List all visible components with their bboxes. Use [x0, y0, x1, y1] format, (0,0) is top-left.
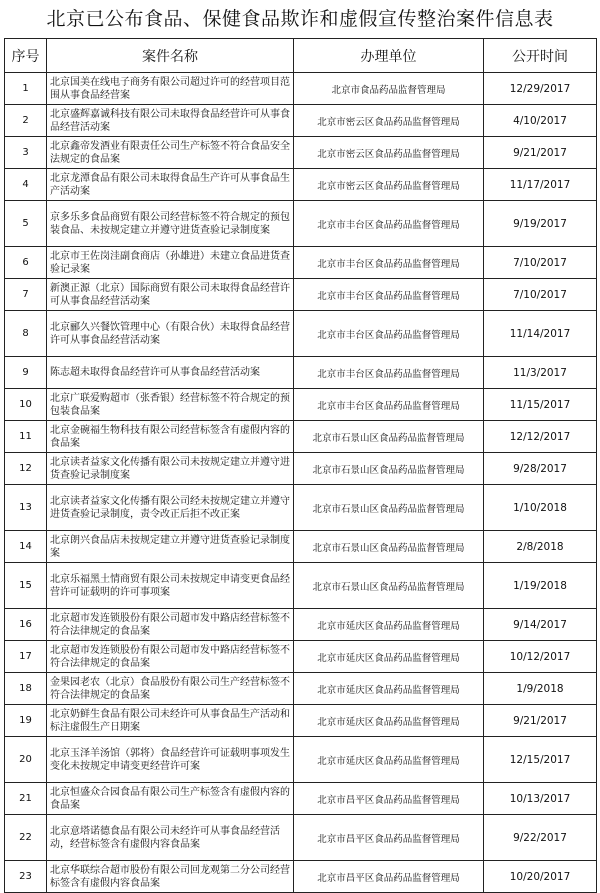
cell-date: 12/15/2017	[484, 737, 597, 783]
cell-serial: 19	[5, 705, 47, 737]
cell-agency: 北京市丰台区食品药品监督管理局	[294, 247, 484, 279]
cell-serial: 6	[5, 247, 47, 279]
cell-agency: 北京市密云区食品药品监督管理局	[294, 105, 484, 137]
table-row	[5, 137, 597, 169]
table-row	[5, 737, 597, 783]
table-row	[5, 563, 597, 609]
header-date: 公开时间	[484, 39, 597, 73]
cell-agency: 北京市延庆区食品药品监督管理局	[294, 673, 484, 705]
cell-date: 9/28/2017	[484, 453, 597, 485]
cell-case-name: 北京玉泽羊汤馆（郭将）食品经营许可证载明事项发生变化未按规定申请变更经营许可案	[47, 737, 294, 783]
cell-date: 12/29/2017	[484, 73, 597, 105]
cell-agency: 北京市昌平区食品药品监督管理局	[294, 783, 484, 815]
cell-date: 9/21/2017	[484, 705, 597, 737]
table-row	[5, 311, 597, 357]
cell-serial: 5	[5, 201, 47, 247]
cell-case-name: 京多乐多食品商贸有限公司经营标签不符合规定的预包装食品、未按规定建立并遵守进货查验记录制度案	[47, 201, 294, 247]
table-row	[5, 247, 597, 279]
cell-case-name: 北京意塔诺德食品有限公司未经许可从事食品经营活动，经营标签含有虚假内容食品案	[47, 815, 294, 861]
cell-agency: 北京市石景山区食品药品监督管理局	[294, 421, 484, 453]
cell-serial: 9	[5, 357, 47, 389]
table-row	[5, 861, 597, 893]
cell-date: 11/15/2017	[484, 389, 597, 421]
cell-agency: 北京市丰台区食品药品监督管理局	[294, 389, 484, 421]
cell-case-name: 北京市王佐岗洼副食商店（孙雄进）未建立食品进货查验记录案	[47, 247, 294, 279]
cell-case-name: 北京华联综合超市股份有限公司回龙观第二分公司经营标签含有虚假内容食品案	[47, 861, 294, 893]
table-row	[5, 641, 597, 673]
header-row	[5, 39, 597, 73]
cell-case-name: 北京龙潭食品有限公司未取得食品生产许可从事食品生产活动案	[47, 169, 294, 201]
cell-agency: 北京市丰台区食品药品监督管理局	[294, 201, 484, 247]
cell-agency: 北京市石景山区食品药品监督管理局	[294, 485, 484, 531]
table-row	[5, 673, 597, 705]
document-title: 北京已公布食品、保健食品欺诈和虚假宣传整治案件信息表	[46, 8, 554, 30]
cell-agency: 北京市密云区食品药品监督管理局	[294, 169, 484, 201]
case-table-body	[5, 73, 597, 893]
cell-serial: 20	[5, 737, 47, 783]
cell-serial: 12	[5, 453, 47, 485]
table-row	[5, 73, 597, 105]
cell-agency: 北京市延庆区食品药品监督管理局	[294, 641, 484, 673]
table-row	[5, 531, 597, 563]
table-row	[5, 201, 597, 247]
cell-agency: 北京市延庆区食品药品监督管理局	[294, 705, 484, 737]
case-table	[4, 38, 597, 893]
cell-case-name: 新澳正源（北京）国际商贸有限公司未取得食品经营许可从事食品经营活动案	[47, 279, 294, 311]
cell-date: 12/12/2017	[484, 421, 597, 453]
cell-agency: 北京市丰台区食品药品监督管理局	[294, 357, 484, 389]
cell-serial: 21	[5, 783, 47, 815]
cell-agency: 北京市丰台区食品药品监督管理局	[294, 311, 484, 357]
cell-date: 4/10/2017	[484, 105, 597, 137]
cell-serial: 17	[5, 641, 47, 673]
cell-date: 2/8/2018	[484, 531, 597, 563]
cell-case-name: 北京奶鲜生食品有限公司未经许可从事食品生产活动和标注虚假生产日期案	[47, 705, 294, 737]
cell-serial: 13	[5, 485, 47, 531]
table-row	[5, 453, 597, 485]
table-row	[5, 279, 597, 311]
cell-date: 11/14/2017	[484, 311, 597, 357]
cell-case-name: 北京超市发连锁股份有限公司超市发中路店经营标签不符合法律规定的食品案	[47, 641, 294, 673]
cell-date: 9/22/2017	[484, 815, 597, 861]
cell-case-name: 北京读者益家文化传播有限公司经未按规定建立并遵守进货查验记录制度，责令改正后拒不改正案	[47, 485, 294, 531]
cell-date: 7/10/2017	[484, 247, 597, 279]
cell-serial: 2	[5, 105, 47, 137]
cell-case-name: 北京金碗福生物科技有限公司经营标签含有虚假内容的食品案	[47, 421, 294, 453]
cell-serial: 18	[5, 673, 47, 705]
cell-case-name: 北京国美在线电子商务有限公司超过许可的经营项目范围从事食品经营案	[47, 73, 294, 105]
table-row	[5, 357, 597, 389]
header-case-name: 案件名称	[47, 39, 294, 73]
cell-agency: 北京市石景山区食品药品监督管理局	[294, 531, 484, 563]
cell-date: 10/20/2017	[484, 861, 597, 893]
cell-date: 10/13/2017	[484, 783, 597, 815]
cell-case-name: 北京乐福黑土情商贸有限公司未按规定申请变更食品经营许可证载明的许可事项案	[47, 563, 294, 609]
cell-case-name: 北京读者益家文化传播有限公司未按规定建立并遵守进货查验记录制度案	[47, 453, 294, 485]
cell-date: 11/17/2017	[484, 169, 597, 201]
table-row	[5, 783, 597, 815]
table-row	[5, 421, 597, 453]
cell-serial: 11	[5, 421, 47, 453]
cell-date: 1/9/2018	[484, 673, 597, 705]
cell-case-name: 北京恒盛众合园食品有限公司生产标签含有虚假内容的食品案	[47, 783, 294, 815]
cell-case-name: 北京广联爱购超市（张香银）经营标签不符合规定的预包装食品案	[47, 389, 294, 421]
table-row	[5, 705, 597, 737]
cell-serial: 15	[5, 563, 47, 609]
cell-case-name: 北京超市发连锁股份有限公司超市发中路店经营标签不符合法律规定的食品案	[47, 609, 294, 641]
cell-agency: 北京市延庆区食品药品监督管理局	[294, 737, 484, 783]
cell-date: 1/19/2018	[484, 563, 597, 609]
cell-date: 11/3/2017	[484, 357, 597, 389]
cell-serial: 3	[5, 137, 47, 169]
table-row	[5, 169, 597, 201]
cell-serial: 7	[5, 279, 47, 311]
cell-serial: 1	[5, 73, 47, 105]
table-row	[5, 389, 597, 421]
cell-date: 10/12/2017	[484, 641, 597, 673]
cell-agency: 北京市石景山区食品药品监督管理局	[294, 453, 484, 485]
header-agency: 办理单位	[294, 39, 484, 73]
header-serial: 序号	[5, 39, 47, 73]
cell-agency: 北京市昌平区食品药品监督管理局	[294, 815, 484, 861]
cell-serial: 10	[5, 389, 47, 421]
cell-serial: 16	[5, 609, 47, 641]
cell-case-name: 陈志超未取得食品经营许可从事食品经营活动案	[47, 357, 294, 389]
cell-agency: 北京市丰台区食品药品监督管理局	[294, 279, 484, 311]
cell-date: 1/10/2018	[484, 485, 597, 531]
cell-case-name: 北京盛辉嘉诚科技有限公司未取得食品经营许可从事食品经营活动案	[47, 105, 294, 137]
cell-serial: 8	[5, 311, 47, 357]
cell-serial: 22	[5, 815, 47, 861]
cell-date: 9/19/2017	[484, 201, 597, 247]
table-row	[5, 815, 597, 861]
cell-case-name: 北京鑫帝发酒业有限责任公司生产标签不符合食品安全法规定的食品案	[47, 137, 294, 169]
cell-date: 9/21/2017	[484, 137, 597, 169]
cell-agency: 北京市密云区食品药品监督管理局	[294, 137, 484, 169]
table-row	[5, 485, 597, 531]
cell-case-name: 北京郦久兴餐饮管理中心（有限合伙）未取得食品经营许可从事食品经营活动案	[47, 311, 294, 357]
cell-serial: 23	[5, 861, 47, 893]
cell-agency: 北京市食品药品监督管理局	[294, 73, 484, 105]
cell-date: 9/14/2017	[484, 609, 597, 641]
cell-agency: 北京市石景山区食品药品监督管理局	[294, 563, 484, 609]
cell-case-name: 北京朗兴食品店未按规定建立并遵守进货查验记录制度案	[47, 531, 294, 563]
cell-date: 7/10/2017	[484, 279, 597, 311]
cell-agency: 北京市昌平区食品药品监督管理局	[294, 861, 484, 893]
cell-case-name: 金果园老农（北京）食品股份有限公司生产经营标签不符合法律规定的食品案	[47, 673, 294, 705]
cell-agency: 北京市延庆区食品药品监督管理局	[294, 609, 484, 641]
cell-serial: 14	[5, 531, 47, 563]
cell-serial: 4	[5, 169, 47, 201]
table-row	[5, 609, 597, 641]
table-row	[5, 105, 597, 137]
